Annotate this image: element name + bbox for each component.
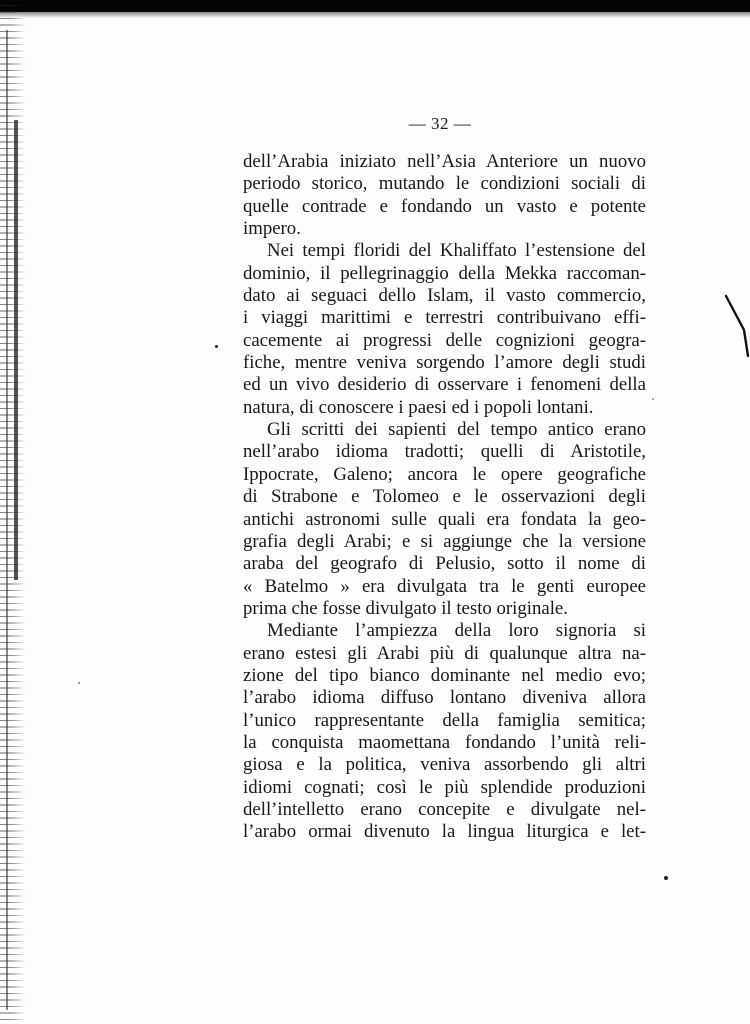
body-text <box>243 151 646 844</box>
text-line: dato ai seguaci dello Islam, il vasto commercio, <box>243 285 646 307</box>
ink-speck <box>664 876 668 880</box>
margin-pen-mark <box>724 290 750 360</box>
scan-top-border <box>0 0 750 12</box>
text-line: i viaggi marittimi e terrestri contribuivano effi- <box>243 307 646 329</box>
binding-dark-strip <box>14 120 18 580</box>
text-line: fiche, mentre veniva sorgendo l’amore degli studi <box>243 352 646 374</box>
ink-speck <box>215 345 218 348</box>
text-line: cacemente ai progressi delle cognizioni geogra- <box>243 329 646 351</box>
ink-speck <box>78 682 80 684</box>
text-line: l’unico rappresentante della famiglia semitica; <box>243 709 646 731</box>
text-line: zione del tipo bianco dominante nel medio evo; <box>243 664 646 686</box>
binding-shadow-line <box>6 30 8 1010</box>
text-line: nell’arabo idioma tradotti; quelli di Aristotile, <box>243 441 646 463</box>
text-line: dell’intelletto erano concepite e divulgate nel- <box>243 798 646 820</box>
text-line: natura, di conoscere i paesi ed i popoli lontani. <box>243 396 594 418</box>
text-line: « Batelmo » era divulgata tra le genti europee <box>243 575 646 597</box>
text-line: giosa e la politica, veniva assorbendo gli altri <box>243 754 646 776</box>
text-line: quelle contrade e fondando un vasto e potente <box>243 195 646 217</box>
text-line: la conquista maomettana fondando l’unità reli- <box>243 731 646 753</box>
text-line: dominio, il pellegrinaggio della Mekka raccoman- <box>243 262 646 284</box>
text-line: antichi astronomi sulle quali era fondata la geo- <box>243 508 646 530</box>
text-line: Ippocrate, Galeno; ancora le opere geografiche <box>243 463 646 485</box>
text-line: impero. <box>243 218 301 240</box>
text-line: prima che fosse divulgato il testo originale. <box>243 597 568 619</box>
text-line: idiomi cognati; così le più splendide produzioni <box>243 776 646 798</box>
book-binding-edge <box>0 0 26 1024</box>
text-line: l’arabo idioma diffuso lontano diveniva allora <box>243 687 646 709</box>
text-line: di Strabone e Tolomeo e le osservazioni degli <box>243 486 646 508</box>
text-line: ed un vivo desiderio di osservare i fenomeni della <box>243 374 646 396</box>
text-line: Mediante l’ampiezza della loro signoria si <box>267 620 646 642</box>
text-line: Gli scritti dei sapienti del tempo antico erano <box>267 419 646 441</box>
text-line: dell’Arabia iniziato nell’Asia Anteriore un nuovo <box>243 151 646 172</box>
scan-top-shadow <box>0 12 750 18</box>
text-line: periodo storico, mutando le condizioni sociali di <box>243 173 646 195</box>
text-line: araba del geografo di Pelusio, sotto il nome di <box>243 553 646 575</box>
text-line: l’arabo ormai divenuto la lingua liturgica e let- <box>243 821 646 843</box>
text-line: Nei tempi floridi del Khaliffato l’estensione del <box>267 240 646 262</box>
text-line: grafia degli Arabi; e si aggiunge che la versione <box>243 530 646 552</box>
page-number: — 32 — <box>408 114 472 133</box>
ink-speck <box>652 398 654 400</box>
text-line: erano estesi gli Arabi più di qualunque altra na- <box>243 642 646 664</box>
